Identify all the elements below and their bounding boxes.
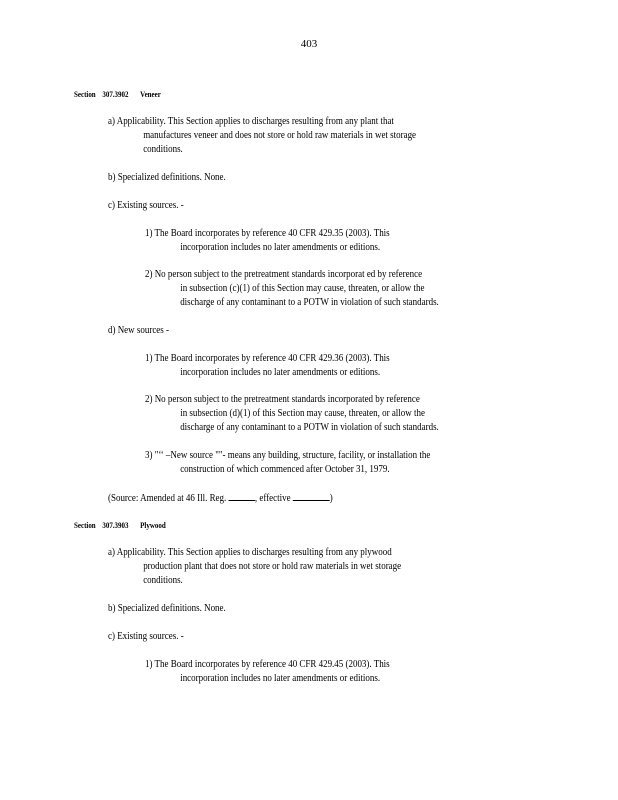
source-note <box>108 490 333 506</box>
subsection-d3-line: 3) "‘‘ –New source ""- means any building, structure, facility, or installation the <box>145 450 431 461</box>
subsection-d3-line: construction of which commenced after October 31, 1979. <box>180 464 390 475</box>
source-note-start: (Source: Amended at 46 Ill. Reg. <box>108 493 227 504</box>
subsection-d2 <box>145 393 439 435</box>
subsection-c-text: c) Existing sources. - <box>108 631 184 642</box>
subsection-d2-line: 2) No person subject to the pretreatment standards incorporated by reference <box>145 394 420 405</box>
subsection-c2-line: in subsection (c)(1) of this Section may cause, threaten, or allow the <box>180 283 425 294</box>
subsection-a-line: Applicability. This Section applies to discharges resulting from any plant that <box>116 116 394 127</box>
subsection-d2-line: discharge of any contaminant to a POTW in violation of such standards. <box>180 422 439 433</box>
subsection-c1 <box>145 227 390 255</box>
section-number: 307.3903 <box>102 520 129 530</box>
subsection-b <box>108 602 226 616</box>
subsection-b-text: b) Specialized definitions. None. <box>108 172 226 183</box>
subsection-a-label: a) <box>108 547 115 558</box>
subsection-b-text: b) Specialized definitions. None. <box>108 603 226 614</box>
subsection-c1-line: incorporation includes no later amendments or editions. <box>180 673 381 684</box>
subsection-a-label: a) <box>108 116 115 127</box>
subsection-d <box>108 324 169 338</box>
subsection-c <box>108 630 184 644</box>
source-note-middle: , effective <box>254 493 291 504</box>
subsection-c1-line: 1) The Board incorporates by reference 40 CFR 429.45 (2003). This <box>145 659 390 670</box>
section-heading <box>74 89 161 99</box>
subsection-a-line: conditions. <box>143 144 183 155</box>
section-title: Plywood <box>140 520 166 530</box>
subsection-d1-line: incorporation includes no later amendments or editions. <box>180 367 381 378</box>
subsection-c1-line: 1) The Board incorporates by reference 40 CFR 429.35 (2003). This <box>145 228 390 239</box>
subsection-c1 <box>145 658 390 686</box>
subsection-c <box>108 199 184 213</box>
source-note-end: ) <box>329 493 333 504</box>
subsection-a-line: conditions. <box>143 575 183 586</box>
subsection-c2-line: 2) No person subject to the pretreatment standards incorporat ed by reference <box>145 269 423 280</box>
subsection-c1-line: incorporation includes no later amendments or editions. <box>180 242 381 253</box>
subsection-d-text: d) New sources - <box>108 325 169 336</box>
subsection-d3 <box>145 449 430 477</box>
subsection-a <box>108 546 401 588</box>
subsection-d1-line: 1) The Board incorporates by reference 40 CFR 429.36 (2003). This <box>145 353 390 364</box>
subsection-b <box>108 171 226 185</box>
subsection-d1 <box>145 352 390 380</box>
reg-blank <box>229 490 255 501</box>
section-title: Veneer <box>140 89 161 99</box>
section-label: Section <box>74 520 96 530</box>
subsection-c-text: c) Existing sources. - <box>108 200 184 211</box>
subsection-d2-line: in subsection (d)(1) of this Section may cause, threaten, or allow the <box>180 408 425 419</box>
subsection-a-line: manufactures veneer and does not store or hold raw materials in wet storage <box>143 130 417 141</box>
section-heading <box>74 520 166 530</box>
subsection-c2-line: discharge of any contaminant to a POTW in violation of such standards. <box>180 297 439 308</box>
subsection-a-line: production plant that does not store or hold raw materials in wet storage <box>143 561 402 572</box>
section-label: Section <box>74 89 96 99</box>
subsection-a <box>108 115 416 157</box>
subsection-c2 <box>145 268 439 310</box>
section-number: 307.3902 <box>102 89 129 99</box>
subsection-a-line: Applicability. This Section applies to discharges resulting from any plywood <box>116 547 392 558</box>
effective-blank <box>293 490 330 501</box>
page-number: 403 <box>300 38 318 50</box>
